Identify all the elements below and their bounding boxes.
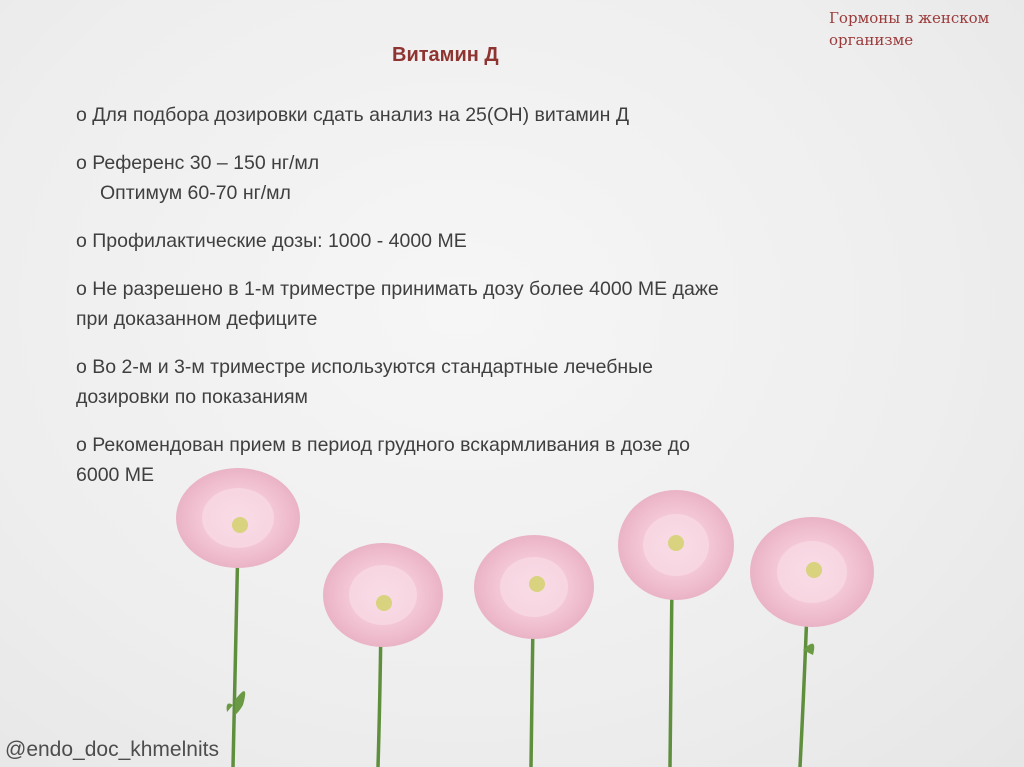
bullet-item	[76, 274, 876, 334]
bullet-item	[76, 430, 876, 490]
bullet-text: o Во 2-м и 3-м триместре используются стандартные лечебные	[76, 356, 653, 378]
bullet-text-continued: Оптимум 60-70 нг/мл	[100, 182, 291, 204]
bullet-text-continued: при доказанном дефиците	[76, 308, 318, 330]
bullet-text: o Референс 30 – 150 нг/мл	[76, 152, 320, 174]
instagram-handle-watermark: @endo_doc_khmelnits	[5, 738, 219, 761]
bullet-item	[76, 226, 876, 256]
bullet-item	[76, 352, 876, 412]
bullet-text: o Профилактические дозы: 1000 - 4000 МЕ	[76, 230, 467, 252]
slide-title: Витамин Д	[392, 44, 499, 66]
bullet-text-continued: 6000 МЕ	[76, 464, 155, 486]
bullet-list	[76, 100, 876, 508]
bullet-item	[76, 100, 876, 130]
flower-3	[474, 535, 594, 639]
bullet-text: o Не разрешено в 1-м триместре принимать дозу более 4000 МЕ даже	[76, 278, 719, 300]
presentation-topic: Гормоны в женском организме	[829, 9, 990, 49]
bullet-text: o Для подбора дозировки сдать анализ на 25(OH) витамин Д	[76, 104, 630, 126]
bullet-text: o Рекомендован прием в период грудного вскармливания в дозе до	[76, 434, 690, 456]
bullet-text-continued: дозировки по показаниям	[76, 386, 308, 408]
flower-5	[750, 517, 874, 627]
flower-2	[323, 543, 443, 647]
bullet-item	[76, 148, 876, 208]
